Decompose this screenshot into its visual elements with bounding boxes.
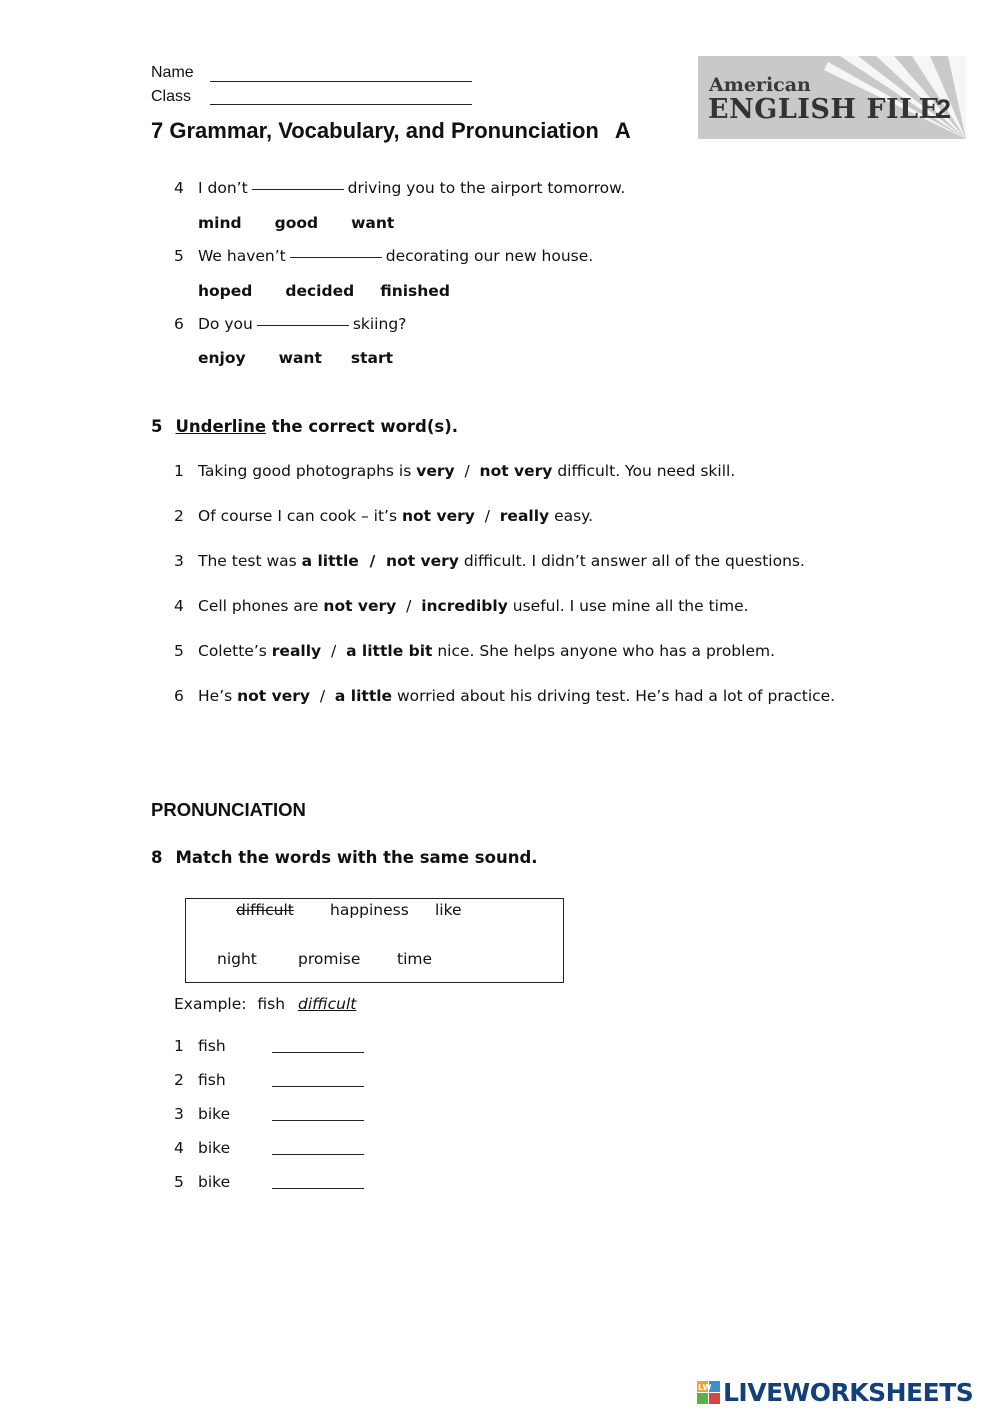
word-box-item-used: difficult: [236, 901, 294, 919]
section-8-instruction: [151, 848, 538, 867]
choice-option-1[interactable]: not very: [401, 507, 475, 525]
liveworksheets-footer: [697, 1378, 997, 1408]
class-label: Class: [151, 88, 192, 105]
answer-blank[interactable]: [252, 189, 344, 190]
name-label: Name: [151, 64, 194, 81]
answer-options: [198, 349, 393, 367]
item-text-post: useful. I use mine all the time.: [507, 597, 749, 615]
word-box-item[interactable]: night: [217, 950, 257, 968]
american-english-file-logo: [698, 56, 966, 139]
word-box-item[interactable]: promise: [298, 950, 361, 968]
option[interactable]: want: [278, 349, 322, 367]
choice-item: [174, 597, 874, 617]
item-text-pre: Taking good photographs is: [198, 462, 417, 480]
item-number: 1: [174, 1037, 184, 1055]
item-text-post: worried about his driving test. He’s had a lot of practice.: [392, 687, 836, 705]
test-version-letter: A: [614, 118, 631, 143]
item-text-post: nice. She helps anyone who has a problem.: [432, 642, 776, 660]
item-text-pre: He’s: [198, 687, 238, 705]
item-text-pre: Colette’s: [198, 642, 272, 660]
item-text-before: We haven’t: [198, 247, 286, 265]
liveworksheets-brand: LIVEWORKSHEETS: [723, 1378, 974, 1407]
match-word: fish: [198, 1037, 226, 1055]
choice-option-1[interactable]: not very: [237, 687, 310, 705]
example-line: [174, 995, 356, 1013]
word-box-item[interactable]: time: [397, 950, 433, 968]
item-text-post: difficult. I didn’t answer all of the questions.: [458, 552, 805, 570]
gap-fill-item: [174, 315, 774, 335]
item-number: 3: [174, 1105, 184, 1123]
choice-option-2[interactable]: not very: [479, 462, 553, 480]
item-number: 6: [174, 687, 184, 705]
choice-option-2[interactable]: a little: [334, 687, 393, 705]
answer-options: [198, 214, 394, 232]
word-box: [185, 898, 564, 983]
instruction-text: Match the words with the same sound.: [175, 848, 538, 867]
item-text-post: difficult. You need skill.: [552, 462, 736, 480]
item-number: 6: [174, 315, 184, 333]
logo-line2: ENGLISH FILE: [708, 94, 940, 125]
class-field[interactable]: [210, 104, 472, 105]
match-word: bike: [198, 1105, 231, 1123]
option[interactable]: good: [274, 214, 319, 232]
answer-options: [198, 282, 450, 300]
item-text-after: driving you to the airport tomorrow.: [347, 179, 626, 197]
item-number: 5: [174, 1173, 184, 1191]
choice-option-1[interactable]: a little: [301, 552, 359, 570]
name-field[interactable]: [210, 81, 472, 82]
choice-item: [174, 687, 874, 707]
answer-blank[interactable]: [272, 1086, 364, 1087]
match-item: [174, 1105, 394, 1127]
answer-blank[interactable]: [290, 257, 382, 258]
choice-separator: /: [396, 597, 422, 615]
choice-item: [174, 642, 874, 662]
choice-item: [174, 507, 874, 527]
gap-fill-item: [174, 179, 774, 199]
choice-item: [174, 462, 874, 482]
section-number: 8: [151, 848, 163, 867]
section-5-instruction: [151, 417, 458, 436]
option[interactable]: mind: [198, 214, 242, 232]
choice-option-1[interactable]: not very: [323, 597, 397, 615]
item-number: 3: [174, 552, 184, 570]
choice-option-1[interactable]: really: [271, 642, 322, 660]
item-text-before: Do you: [198, 315, 253, 333]
option[interactable]: start: [350, 349, 394, 367]
option[interactable]: decided: [285, 282, 355, 300]
instruction-text: the correct word(s).: [266, 417, 459, 436]
option[interactable]: hoped: [198, 282, 253, 300]
match-word: bike: [198, 1173, 231, 1191]
item-text-pre: The test was: [198, 552, 302, 570]
liveworksheets-logo-icon: [697, 1381, 721, 1407]
answer-blank[interactable]: [257, 325, 349, 326]
word-box-item[interactable]: happiness: [330, 901, 409, 919]
choice-option-2[interactable]: incredibly: [421, 597, 508, 615]
section-number: 5: [151, 417, 163, 436]
choice-option-2[interactable]: a little bit: [346, 642, 433, 660]
item-text-post: easy.: [549, 507, 594, 525]
option[interactable]: want: [351, 214, 395, 232]
item-number: 2: [174, 1071, 184, 1089]
option[interactable]: finished: [380, 282, 450, 300]
item-number: 4: [174, 597, 184, 615]
match-word: fish: [198, 1071, 226, 1089]
item-number: 4: [174, 1139, 184, 1157]
page-title-text: 7 Grammar, Vocabulary, and Pronunciation: [151, 118, 599, 143]
answer-blank[interactable]: [272, 1154, 364, 1155]
logo-line1: American: [709, 74, 811, 96]
page-title: [151, 118, 631, 144]
item-text-after: skiing?: [352, 315, 407, 333]
choice-separator: /: [309, 687, 335, 705]
instruction-underline-word: Underline: [175, 417, 267, 436]
choice-item: [174, 552, 874, 572]
choice-separator: /: [358, 552, 387, 570]
answer-blank[interactable]: [272, 1052, 364, 1053]
item-text-before: I don’t: [198, 179, 248, 197]
item-number: 5: [174, 247, 184, 265]
match-item: [174, 1037, 394, 1059]
answer-blank[interactable]: [272, 1188, 364, 1189]
match-item: [174, 1173, 394, 1195]
match-item: [174, 1139, 394, 1161]
word-box-item[interactable]: like: [435, 901, 462, 919]
choice-separator: /: [474, 507, 500, 525]
item-number: 1: [174, 462, 184, 480]
answer-blank[interactable]: [272, 1120, 364, 1121]
choice-separator: /: [321, 642, 347, 660]
example-word: fish: [257, 995, 286, 1013]
logo-badge-text: LW: [698, 1383, 712, 1392]
choice-option-2[interactable]: really: [499, 507, 550, 525]
choice-option-2[interactable]: not very: [386, 552, 459, 570]
pronunciation-heading: PRONUNCIATION: [151, 799, 306, 820]
gap-fill-item: [174, 247, 774, 267]
item-number: 5: [174, 642, 184, 660]
item-text-after: decorating our new house.: [385, 247, 594, 265]
item-number: 2: [174, 507, 184, 525]
choice-separator: /: [454, 462, 480, 480]
example-label: Example:: [174, 995, 247, 1013]
option[interactable]: enjoy: [198, 349, 246, 367]
item-text-pre: Cell phones are: [198, 597, 324, 615]
match-item: [174, 1071, 394, 1093]
match-word: bike: [198, 1139, 231, 1157]
logo-number: 2: [936, 94, 952, 124]
example-answer: difficult: [298, 995, 357, 1013]
choice-option-1[interactable]: very: [416, 462, 455, 480]
item-text-pre: Of course I can cook – it’s: [198, 507, 402, 525]
item-number: 4: [174, 179, 184, 197]
